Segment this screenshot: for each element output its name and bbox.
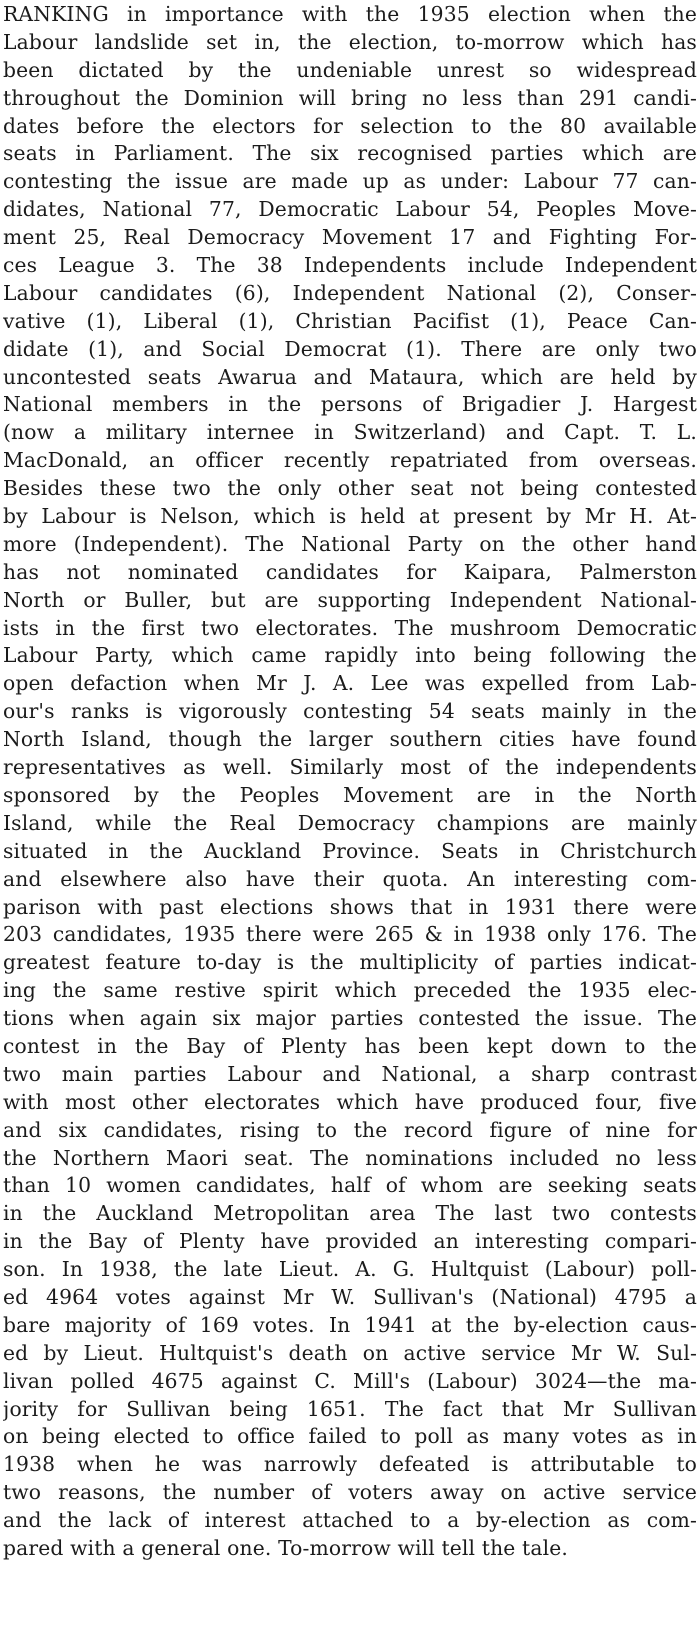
article-line: than 10 women candidates, half of whom are seeking seats xyxy=(3,1173,697,1198)
article-line: contesting the issue are made up as under: Labour 77 can- xyxy=(3,169,697,194)
article-line: MacDonald, an officer recently repatriated from overseas. xyxy=(3,448,697,473)
article-line: in the Auckland Metropolitan area The last two contests xyxy=(3,1201,697,1226)
article-line: ists in the first two electorates. The mushroom Democratic xyxy=(3,615,697,640)
article-line: (now a military internee in Switzerland) and Capt. T. L. xyxy=(3,420,697,445)
article-line: two reasons, the number of voters away on active service xyxy=(3,1480,697,1505)
article-line: livan polled 4675 against C. Mill's (Labour) 3024—the ma- xyxy=(3,1368,697,1393)
article-line: ing the same restive spirit which preceded the 1935 elec- xyxy=(3,978,697,1003)
article-line: Labour candidates (6), Independent National (2), Conser- xyxy=(3,280,697,305)
article-line: uncontested seats Awarua and Mataura, which are held by xyxy=(3,364,697,389)
article-line: vative (1), Liberal (1), Christian Pacifist (1), Peace Can- xyxy=(3,308,697,333)
article-line: the Northern Maori seat. The nominations included no less xyxy=(3,1145,697,1170)
article-line: in the Bay of Plenty have provided an interesting compari- xyxy=(3,1229,697,1254)
article-line: North or Buller, but are supporting Independent National- xyxy=(3,587,697,612)
article-line: Island, while the Real Democracy champions are mainly xyxy=(3,810,697,835)
article-line: by Labour is Nelson, which is held at present by Mr H. At- xyxy=(3,504,697,529)
article-line: RANKING in importance with the 1935 election when the xyxy=(3,2,697,26)
article-body xyxy=(3,0,697,1563)
article-line: didate (1), and Social Democrat (1). There are only two xyxy=(3,336,697,361)
article-line: seats in Parliament. The six recognised parties which are xyxy=(3,141,697,166)
article-line: open defaction when Mr J. A. Lee was expelled from Lab- xyxy=(3,671,697,696)
article-line: Besides these two the only other seat not being contested xyxy=(3,476,697,501)
article-line: and elsewhere also have their quota. An interesting com- xyxy=(3,866,697,891)
article-line: 1938 when he was narrowly defeated is attributable to xyxy=(3,1452,697,1477)
article-line: Labour landslide set in, the election, to-morrow which has xyxy=(3,29,697,54)
article-line: on being elected to office failed to poll as many votes as in xyxy=(3,1424,697,1449)
article-line: National members in the persons of Brigadier J. Hargest xyxy=(3,392,697,417)
article-line: parison with past elections shows that in 1931 there were xyxy=(3,894,697,919)
article-line: North Island, though the larger southern cities have found xyxy=(3,727,697,752)
article-line: ed 4964 votes against Mr W. Sullivan's (National) 4795 a xyxy=(3,1284,697,1309)
article-line: dates before the electors for selection to the 80 available xyxy=(3,113,697,138)
article-line: with most other electorates which have produced four, five xyxy=(3,1089,697,1114)
article-line: ces League 3. The 38 Independents include Independent xyxy=(3,253,697,278)
article-line: didates, National 77, Democratic Labour 54, Peoples Move- xyxy=(3,197,697,222)
article-line: and the lack of interest attached to a by-election as com- xyxy=(3,1508,697,1533)
article-line: ment 25, Real Democracy Movement 17 and Fighting For- xyxy=(3,225,697,250)
article-line: pared with a general one. To-morrow will tell the tale. xyxy=(3,1535,568,1560)
article-line: situated in the Auckland Province. Seats in Christchurch xyxy=(3,838,697,863)
article-line: two main parties Labour and National, a sharp contrast xyxy=(3,1061,697,1086)
article-line: 203 candidates, 1935 there were 265 & in 1938 only 176. The xyxy=(3,922,697,947)
article-line: more (Independent). The National Party on the other hand xyxy=(3,531,697,556)
newspaper-page xyxy=(3,0,697,1628)
article-line: jority for Sullivan being 1651. The fact that Mr Sullivan xyxy=(3,1396,697,1421)
article-line: son. In 1938, the late Lieut. A. G. Hultquist (Labour) poll- xyxy=(3,1257,697,1282)
article-line: and six candidates, rising to the record figure of nine for xyxy=(3,1117,697,1142)
article-line: tions when again six major parties contested the issue. The xyxy=(3,1006,697,1031)
article-line: Labour Party, which came rapidly into being following the xyxy=(3,643,697,668)
article-line: our's ranks is vigorously contesting 54 seats mainly in the xyxy=(3,699,697,724)
article-line: ed by Lieut. Hultquist's death on active service Mr W. Sul- xyxy=(3,1340,697,1365)
article-line: bare majority of 169 votes. In 1941 at the by-election caus- xyxy=(3,1312,697,1337)
article-line: contest in the Bay of Plenty has been kept down to the xyxy=(3,1033,697,1058)
article-line: been dictated by the undeniable unrest so widespread xyxy=(3,57,697,82)
article-line: has not nominated candidates for Kaipara, Palmerston xyxy=(3,559,697,584)
article-line: representatives as well. Similarly most of the independents xyxy=(3,755,697,780)
article-line: sponsored by the Peoples Movement are in the North xyxy=(3,782,697,807)
article-line: throughout the Dominion will bring no less than 291 candi- xyxy=(3,85,697,110)
article-line: greatest feature to-day is the multiplicity of parties indicat- xyxy=(3,950,697,975)
